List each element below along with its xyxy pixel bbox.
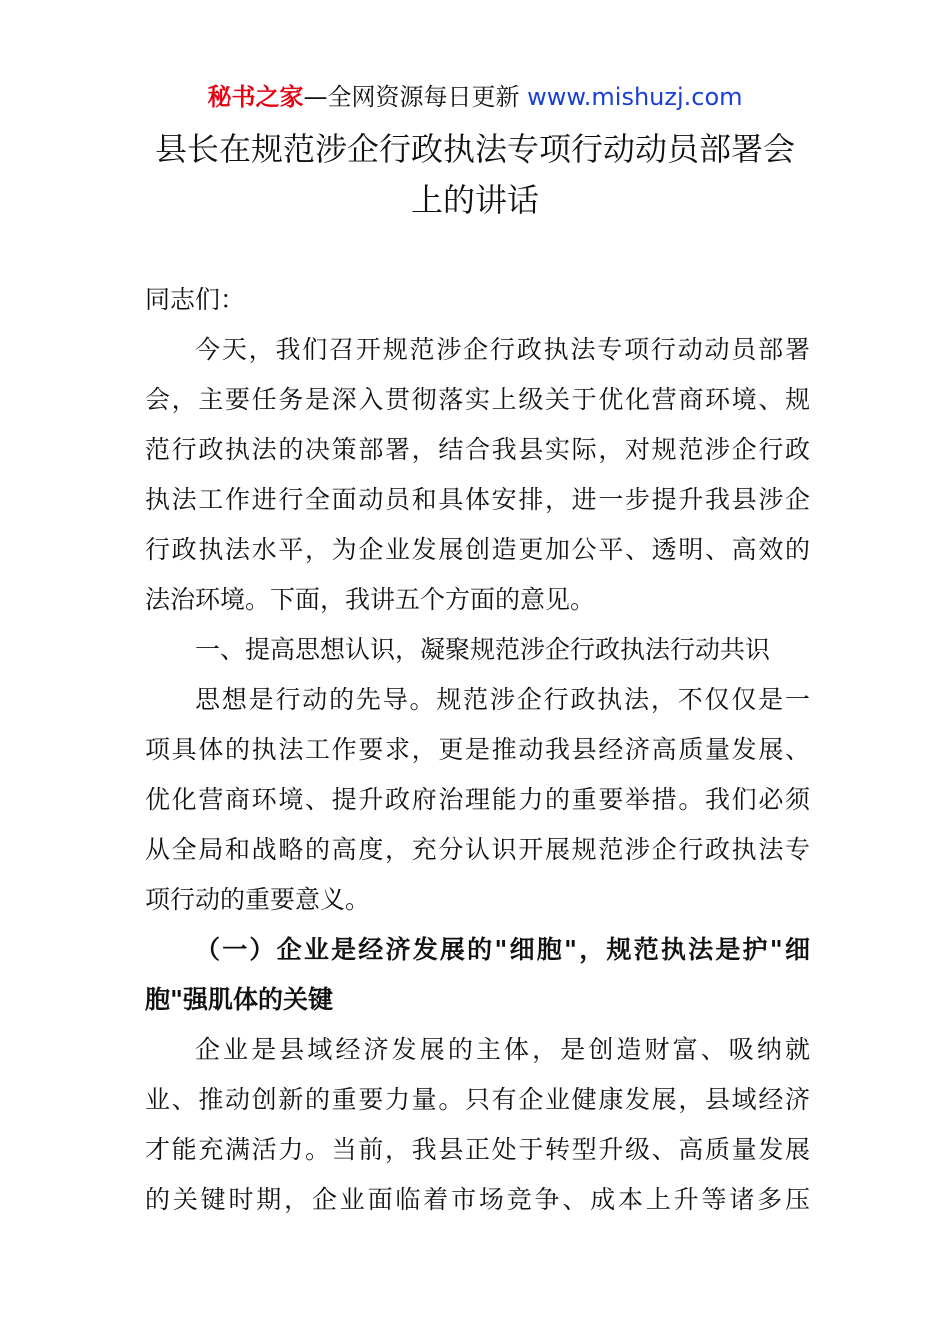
- paragraph-line: 项具体的执法工作要求，更是推动我县经济高质量发展、: [145, 735, 810, 764]
- brand-name: 秘书之家: [207, 83, 304, 111]
- paragraph-line: 优化营商环境、提升政府治理能力的重要举措。我们必须: [145, 785, 810, 814]
- subsection-heading: （一）企业是经济发展的"细胞"，规范执法是护"细: [195, 935, 810, 964]
- paragraph-line: 范行政执法的决策部署，结合我县实际，对规范涉企行政: [145, 435, 810, 464]
- section-heading: 一、提高思想认识，凝聚规范涉企行政执法行动共识: [195, 635, 771, 664]
- paragraph-line: 行政执法水平，为企业发展创造更加公平、透明、高效的: [145, 535, 810, 564]
- site-url[interactable]: www.mishuzj.com: [527, 83, 743, 111]
- paragraph-line: 法治环境。下面，我讲五个方面的意见。: [145, 585, 596, 614]
- document-body: [145, 275, 810, 1225]
- paragraph-line: 才能充满活力。当前，我县正处于转型升级、高质量发展: [145, 1135, 810, 1164]
- document-title: [60, 124, 890, 226]
- paragraph-line: 思想是行动的先导。规范涉企行政执法，不仅仅是一: [195, 685, 810, 714]
- paragraph-line: 的关键时期，企业面临着市场竞争、成本上升等诸多压: [145, 1185, 810, 1214]
- paragraph-line: 业、推动创新的重要力量。只有企业健康发展，县域经济: [145, 1085, 810, 1114]
- paragraph-line: 今天，我们召开规范涉企行政执法专项行动动员部署: [195, 335, 810, 364]
- site-tagline: —全网资源每日更新: [303, 83, 520, 111]
- subsection-heading: 胞"强肌体的关键: [145, 985, 334, 1014]
- paragraph-line: 执法工作进行全面动员和具体安排，进一步提升我县涉企: [145, 485, 810, 514]
- title-line: 县长在规范涉企行政执法专项行动动员部署会: [154, 130, 795, 168]
- site-banner: [0, 80, 950, 114]
- paragraph-line: 会，主要任务是深入贯彻落实上级关于优化营商环境、规: [145, 385, 810, 414]
- title-line: 上的讲话: [410, 181, 539, 219]
- paragraph-line: 项行动的重要意义。: [145, 885, 371, 914]
- greeting: 同志们：: [145, 285, 246, 314]
- paragraph-line: 从全局和战略的高度，充分认识开展规范涉企行政执法专: [145, 835, 810, 864]
- paragraph-line: 企业是县域经济发展的主体，是创造财富、吸纳就: [195, 1035, 810, 1064]
